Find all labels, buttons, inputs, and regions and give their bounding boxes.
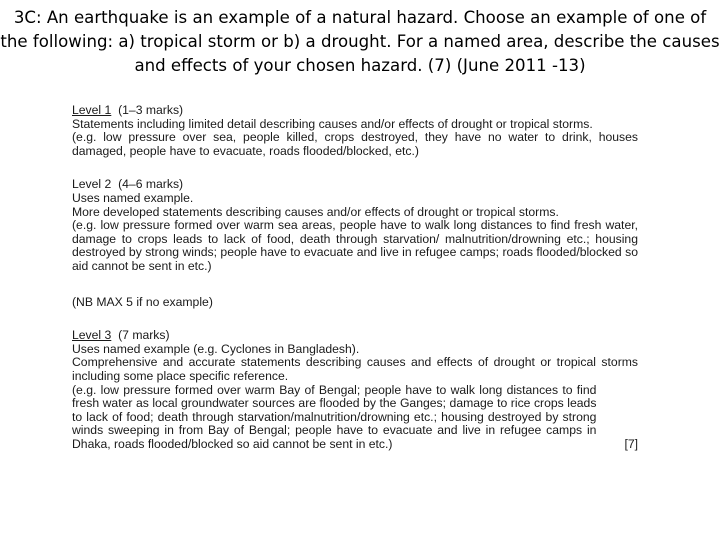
level-3-example-block xyxy=(72,384,638,452)
level-2-uses-example: Uses named example. xyxy=(72,190,194,205)
level-3-header xyxy=(72,329,638,343)
level-3-example: (e.g. low pressure formed over warm Bay of Bengal; people have to walk long distances to find fresh water as local groundwater sources are flooded by the Ganges; damage to rice crops leads to lack of food; death through starvation/malnutrition/drowning etc.; housing destroyed by strong winds sweeping in from Bay of Bengal; people have to evacuate and live in refugee camps in Dhaka, roads flooded/blocked so aid cannot be sent in etc.) xyxy=(72,382,597,451)
level-2 xyxy=(72,178,638,273)
mark-scheme xyxy=(72,104,638,451)
level-2-descriptor: More developed statements describing causes and/or effects of drought or tropical storms. xyxy=(72,204,559,219)
level-2-marks: (4–6 marks) xyxy=(118,177,184,192)
level-1-example: (e.g. low pressure over sea, people killed, crops destroyed, they have no water to drink, houses damaged, people have to evacuate, roads flooded/blocked, etc.) xyxy=(72,130,638,158)
level-2-header xyxy=(72,178,638,192)
level-3-total-marks: [7] xyxy=(624,436,638,451)
level-1-label: Level 1 xyxy=(72,103,112,117)
level-1-marks: (1–3 marks) xyxy=(118,103,184,117)
level-1-header xyxy=(72,104,638,118)
level-1 xyxy=(72,104,638,158)
level-2-label: Level 2 xyxy=(72,177,112,192)
level-3-label: Level 3 xyxy=(72,328,112,343)
slide-title: 3C: An earthquake is an example of a natural hazard. Choose an example of one of the following: a) tropical storm or b) a drought. For a named area, describe the causes and effects of your chosen hazard. (7) (June 2011 -13) xyxy=(0,8,720,75)
level-3-uses-example: Uses named example (e.g. Cyclones in Bangladesh). xyxy=(72,341,360,356)
level-3 xyxy=(72,329,638,451)
level-3-descriptor: Comprehensive and accurate statements describing causes and effects of drought or tropical storms including some place specific reference. xyxy=(72,355,638,383)
level-2-note: (NB MAX 5 if no example) xyxy=(72,294,213,309)
level-3-marks: (7 marks) xyxy=(118,328,170,343)
level-2-example: (e.g. low pressure formed over warm sea areas, people have to walk long distances to find fresh water, damage to crops leads to lack of food, death through starvation/ malnutrition/drowning etc.; housing destroyed by strong winds; people have to evacuate and live in refugee camps; roads flooded/blocked so aid cannot be sent in etc.) xyxy=(72,218,638,273)
level-1-descriptor: Statements including limited detail describing causes and/or effects of drought or tropical storms. xyxy=(72,116,593,131)
